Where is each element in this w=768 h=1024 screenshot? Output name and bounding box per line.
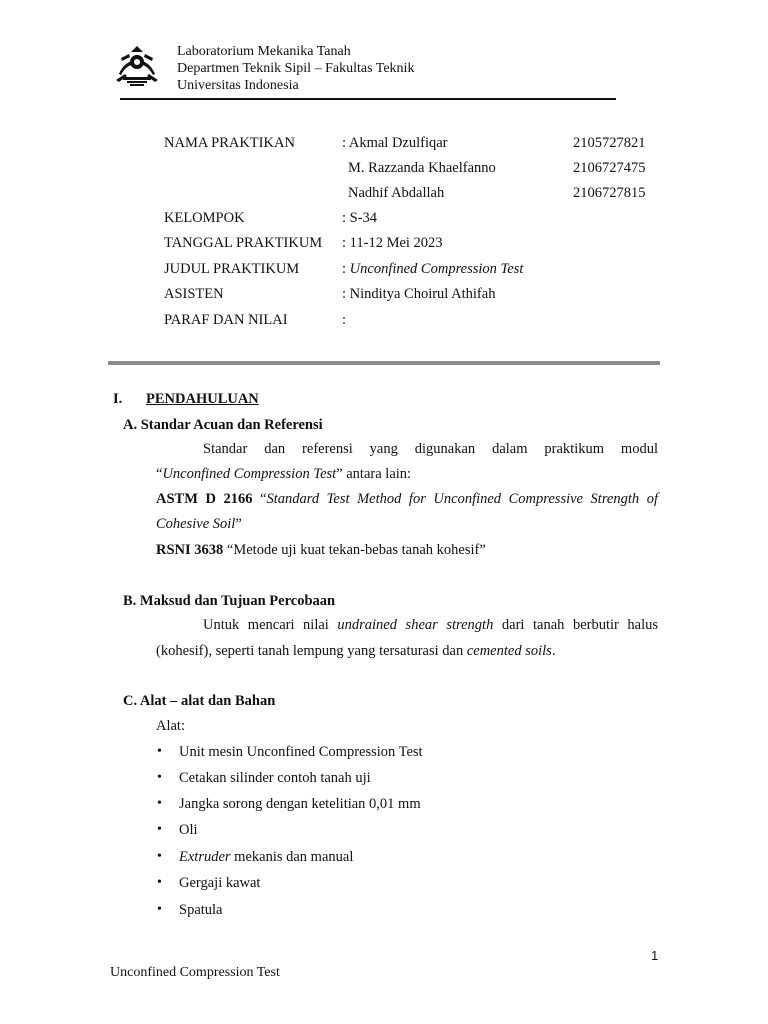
paragraph-a-line2	[156, 466, 411, 483]
header-divider	[120, 98, 616, 100]
b-italic-2: cemented soils	[466, 643, 552, 659]
member-name-3: Nadhif Abdallah	[348, 185, 445, 201]
paragraph-a-rest: ” antara lain:	[336, 466, 412, 482]
astm-quote-close: ”	[235, 516, 242, 532]
header-lab-name: Laboratorium Mekanika Tanah	[177, 44, 351, 59]
list-item: Unit mesin Unconfined Compression Test	[179, 744, 423, 760]
quote-open: “	[156, 466, 163, 482]
b-italic-1: undrained shear strength	[337, 617, 494, 633]
asisten-label: ASISTEN	[164, 286, 224, 302]
judul-value	[342, 261, 523, 278]
header-department: Departmen Teknik Sipil – Fakultas Teknik	[177, 61, 415, 76]
bullet-icon: •	[157, 875, 162, 890]
bullet-icon: •	[157, 796, 162, 811]
judul-title: Unconfined Compression Test	[349, 261, 524, 277]
paragraph-a-line1: Standar dan referensi yang digunakan dalam praktikum modul	[203, 441, 658, 457]
b-text-4: .	[551, 643, 556, 659]
paragraph-b-line2	[156, 643, 555, 660]
astm-title-part1: Standard Test Method for Unconfined Compressive Strength of	[266, 491, 658, 507]
subsection-a-heading: A. Standar Acuan dan Referensi	[123, 417, 323, 433]
astm-line1	[156, 491, 658, 508]
bullet-icon: •	[157, 770, 162, 785]
tanggal-label: TANGGAL PRAKTIKUM	[164, 235, 323, 251]
university-logo-icon	[113, 44, 161, 90]
list-item: Jangka sorong dengan ketelitian 0,01 mm	[179, 796, 421, 812]
paragraph-b-line1	[203, 617, 658, 634]
tanggal-value: : 11-12 Mei 2023	[342, 235, 443, 251]
b-text-3: (kohesif), seperti tanah lempung yang tersaturasi dan	[156, 643, 467, 659]
bullet-icon: •	[157, 849, 162, 864]
list-item: Spatula	[179, 902, 223, 918]
member-name-2: M. Razzanda Khaelfanno	[348, 160, 496, 176]
kelompok-value: : S-34	[342, 210, 378, 226]
list-item-italic: Extruder	[179, 849, 231, 865]
member-npm-1: 2105727821	[573, 135, 646, 151]
paraf-label: PARAF DAN NILAI	[164, 312, 288, 328]
astm-code: ASTM D 2166	[156, 491, 253, 507]
section-divider	[108, 361, 660, 365]
astm-title-part2: Cohesive Soil	[156, 516, 236, 532]
list-item: Cetakan silinder contoh tanah uji	[179, 770, 371, 786]
page-number: 1	[651, 948, 659, 963]
b-text-2: dari tanah berbutir halus	[493, 617, 659, 633]
header-university: Universitas Indonesia	[177, 78, 299, 93]
member-npm-2: 2106727475	[573, 160, 646, 176]
subsection-c-heading: C. Alat – alat dan Bahan	[123, 693, 276, 709]
bullet-icon: •	[157, 822, 162, 837]
module-title-italic: Unconfined Compression Test	[162, 466, 337, 482]
member-name-1: : Akmal Dzulfiqar	[342, 135, 448, 151]
asisten-value: : Ninditya Choirul Athifah	[342, 286, 496, 302]
rsni-title: “Metode uji kuat tekan-bebas tanah kohesif”	[223, 542, 486, 558]
alat-label: Alat:	[156, 718, 185, 734]
list-item: Oli	[179, 822, 198, 838]
judul-colon: :	[342, 261, 350, 277]
section-number: I.	[113, 391, 123, 407]
rsni-line	[156, 542, 486, 559]
astm-line2	[156, 516, 242, 533]
rsni-code: RSNI 3638	[156, 542, 224, 558]
judul-label: JUDUL PRAKTIKUM	[164, 261, 300, 277]
list-item: Gergaji kawat	[179, 875, 261, 891]
bullet-icon: •	[157, 902, 162, 917]
member-npm-3: 2106727815	[573, 185, 646, 201]
bullet-icon: •	[157, 744, 162, 759]
subsection-b-heading: B. Maksud dan Tujuan Percobaan	[123, 593, 336, 609]
footer-title: Unconfined Compression Test	[110, 965, 280, 980]
b-text-1: Untuk mencari nilai	[203, 617, 338, 633]
section-title: PENDAHULUAN	[146, 391, 259, 407]
kelompok-label: KELOMPOK	[164, 210, 245, 226]
paraf-value: :	[342, 312, 347, 328]
list-item	[179, 849, 353, 866]
nama-label: NAMA PRAKTIKAN	[164, 135, 295, 151]
astm-quote-open: “	[252, 491, 267, 507]
list-item-text: mekanis dan manual	[230, 849, 354, 865]
